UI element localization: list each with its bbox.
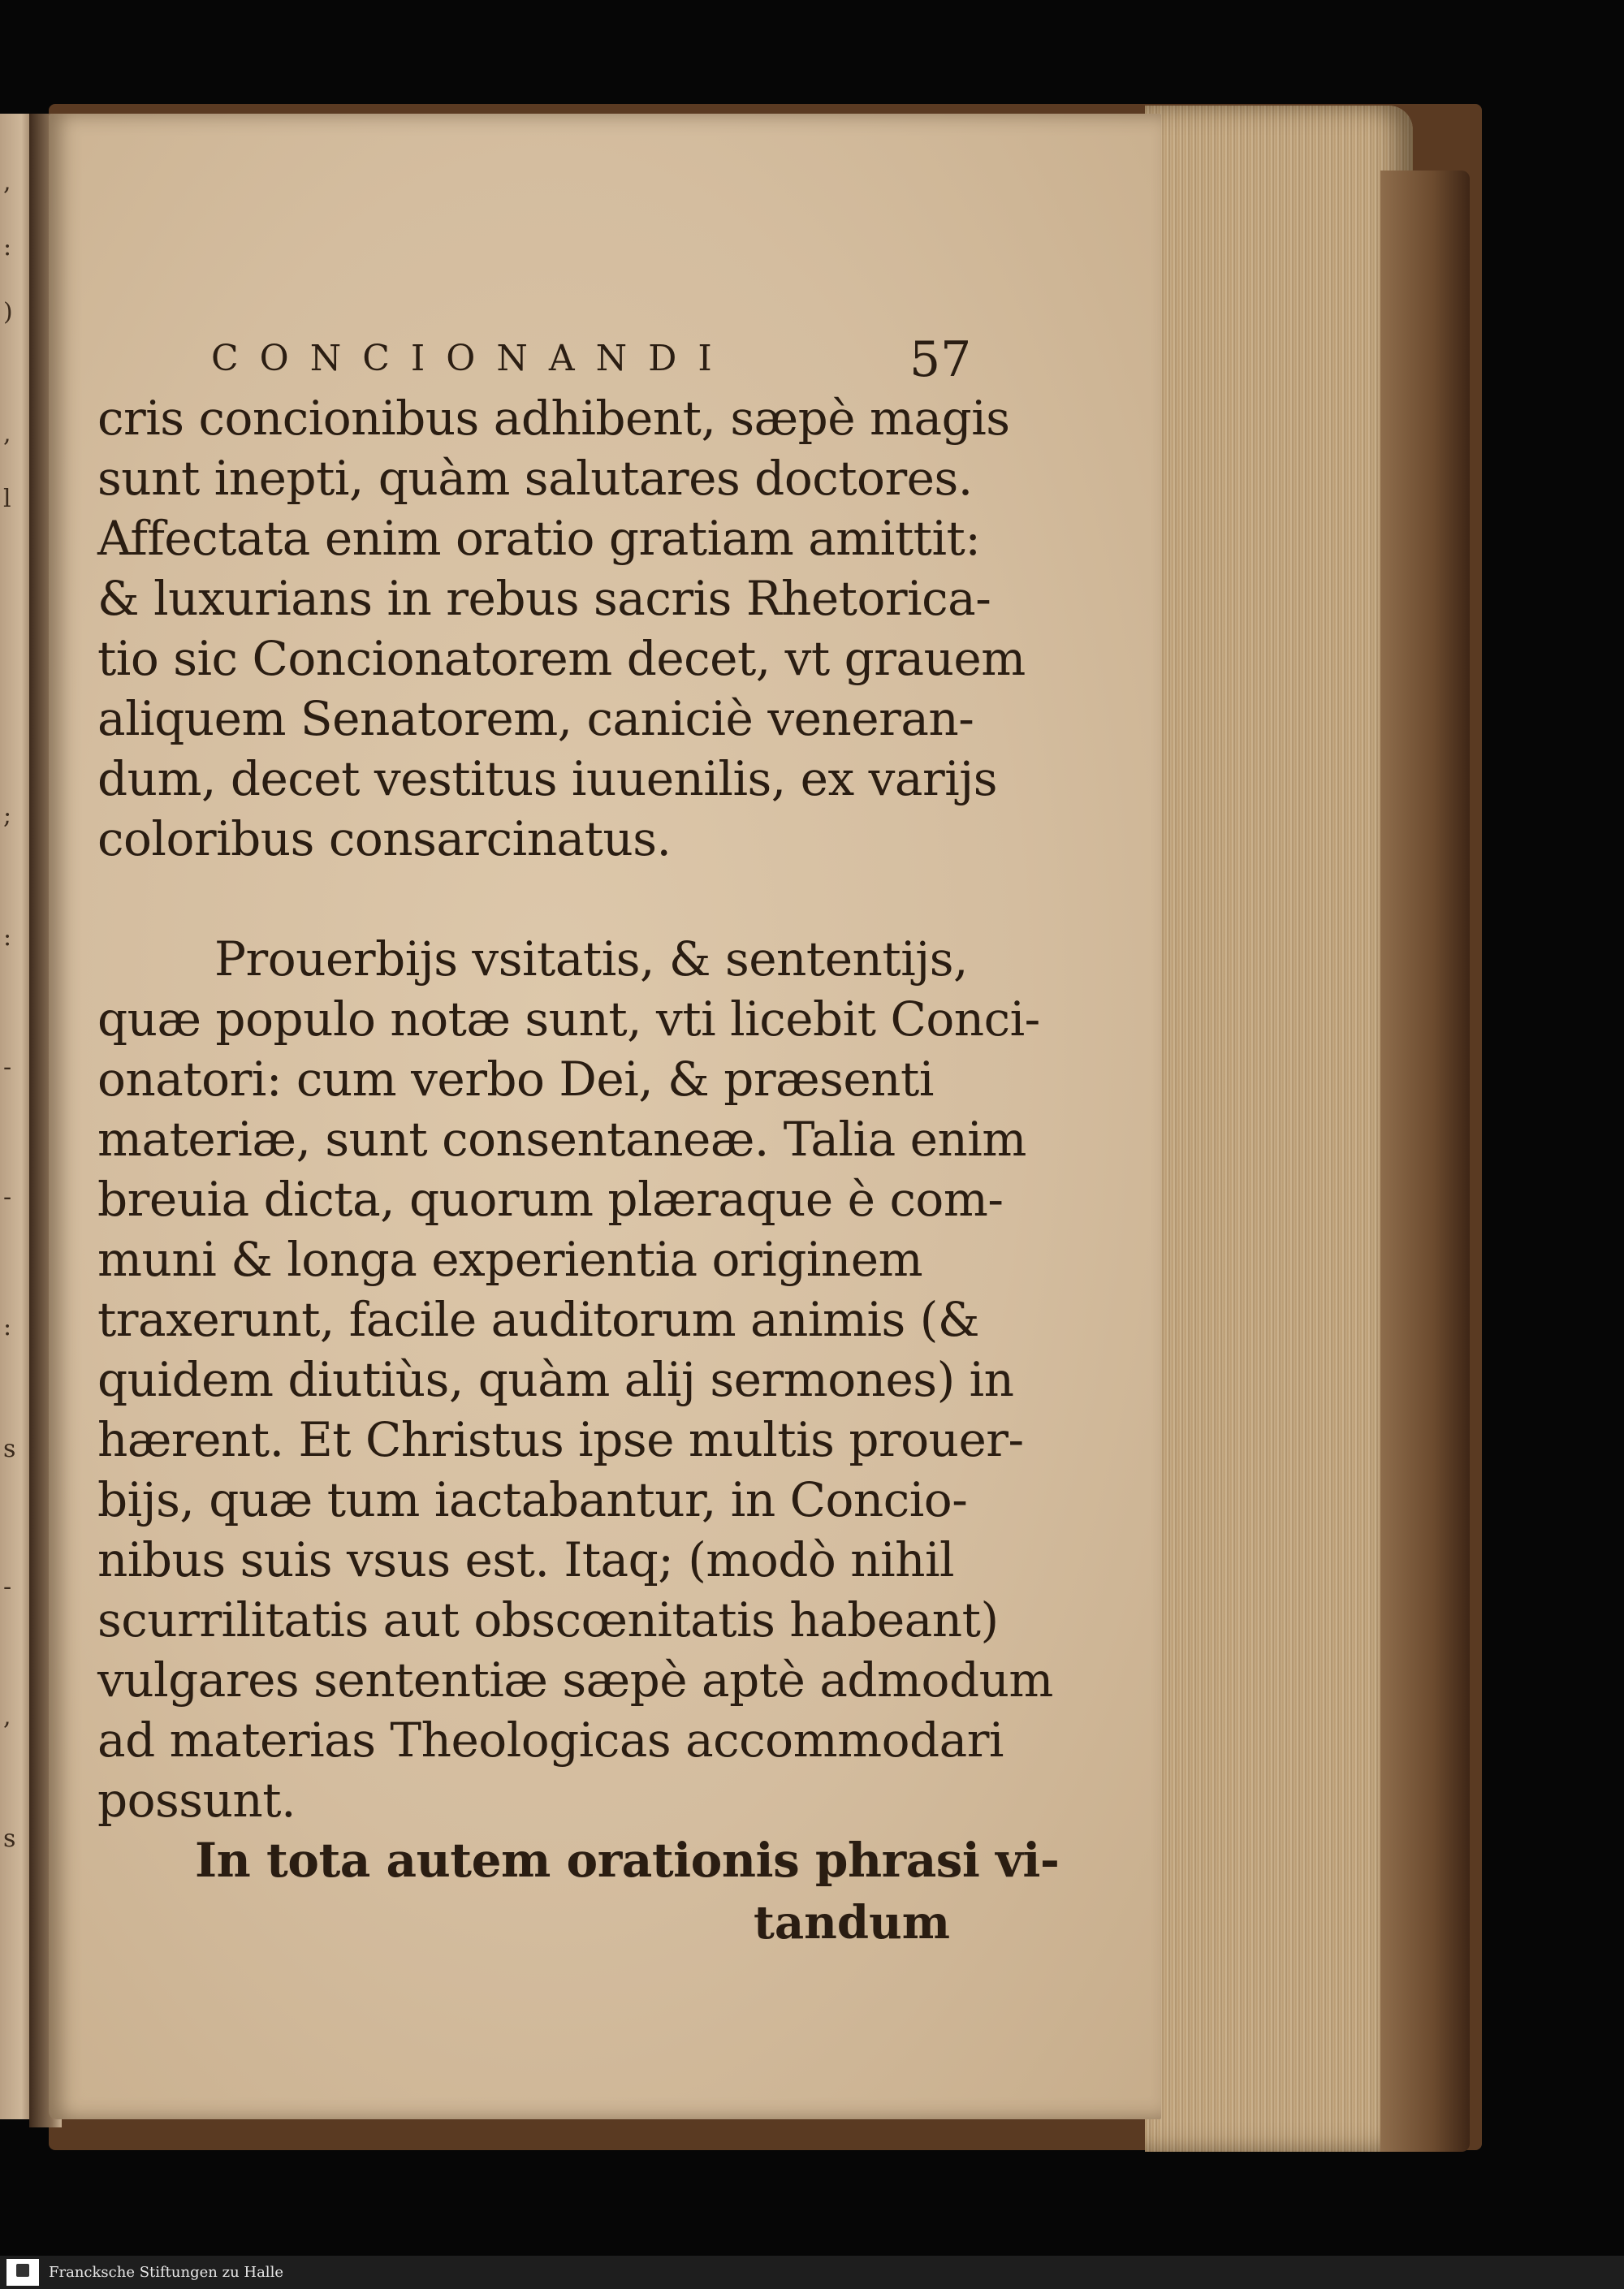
- running-head-title: CONCIONANDI: [211, 338, 733, 379]
- text-line: aliquem Senatorem, caniciè veneran-: [97, 691, 974, 746]
- text-line: tio sic Concionatorem decet, vt grauem: [97, 631, 1026, 686]
- text-line: ad materias Theologicas accommodari: [97, 1712, 1004, 1768]
- text-line: quidem diutiùs, quàm alij sermones) in: [97, 1352, 1014, 1407]
- text-line: quæ populo notæ sunt, vti licebit Conci-: [97, 991, 1040, 1047]
- text-line: vulgares sententiæ sæpè aptè admodum: [97, 1652, 1053, 1708]
- text-line: nibus suis vsus est. Itaq; (modò nihil: [97, 1532, 955, 1587]
- page-text: [97, 331, 1060, 1955]
- text-line: hærent. Et Christus ipse multis prouer-: [97, 1412, 1024, 1467]
- book-page: [49, 114, 1161, 2119]
- text-line: cris concionibus adhibent, sæpè magis: [97, 391, 1010, 446]
- catchword: tandum: [754, 1896, 950, 1950]
- text-line: traxerunt, facile auditorum animis (&: [97, 1292, 979, 1347]
- page-number: 57: [909, 331, 972, 388]
- text-line: muni & longa experientia originem: [97, 1232, 923, 1287]
- institution-logo-icon: [6, 2259, 39, 2286]
- text-line: coloribus consarcinatus.: [97, 811, 672, 866]
- text-line: Affectata enim oratio gratiam amittit:: [97, 511, 981, 566]
- text-line: materiæ, sunt consentaneæ. Talia enim: [97, 1112, 1026, 1167]
- book-fore-edge: [1380, 171, 1470, 2152]
- paragraph-2: [97, 929, 1053, 1830]
- running-head: [97, 331, 972, 388]
- paragraph-gap: [97, 869, 958, 929]
- text-line: possunt.: [97, 1773, 296, 1828]
- text-line: scurrilitatis aut obscœnitatis habeant): [97, 1592, 999, 1648]
- text-line: Prouerbijs vsitatis, & sententijs,: [214, 931, 968, 987]
- text-line: breuia dicta, quorum plæraque è com-: [97, 1172, 1004, 1227]
- text-line: dum, decet vestitus iuuenilis, ex varijs: [97, 751, 997, 806]
- previous-page-marks: , : ) , l ; : - - : s - , s: [3, 168, 16, 1853]
- paragraph-1: [97, 388, 1026, 869]
- text-line: onatori: cum verbo Dei, & præsenti: [97, 1052, 934, 1107]
- footer-bar: [0, 2256, 1624, 2289]
- paragraph-3-line: In tota autem orationis phrasi vi-: [195, 1833, 1060, 1888]
- institution-name: Francksche Stiftungen zu Halle: [49, 2264, 283, 2281]
- text-line: bijs, quæ tum iactabantur, in Concio-: [97, 1472, 968, 1527]
- text-line: sunt inepti, quàm salutares doctores.: [97, 451, 973, 506]
- text-line: & luxurians in rebus sacris Rhetorica-: [97, 571, 991, 626]
- page-edges: [1145, 106, 1413, 2152]
